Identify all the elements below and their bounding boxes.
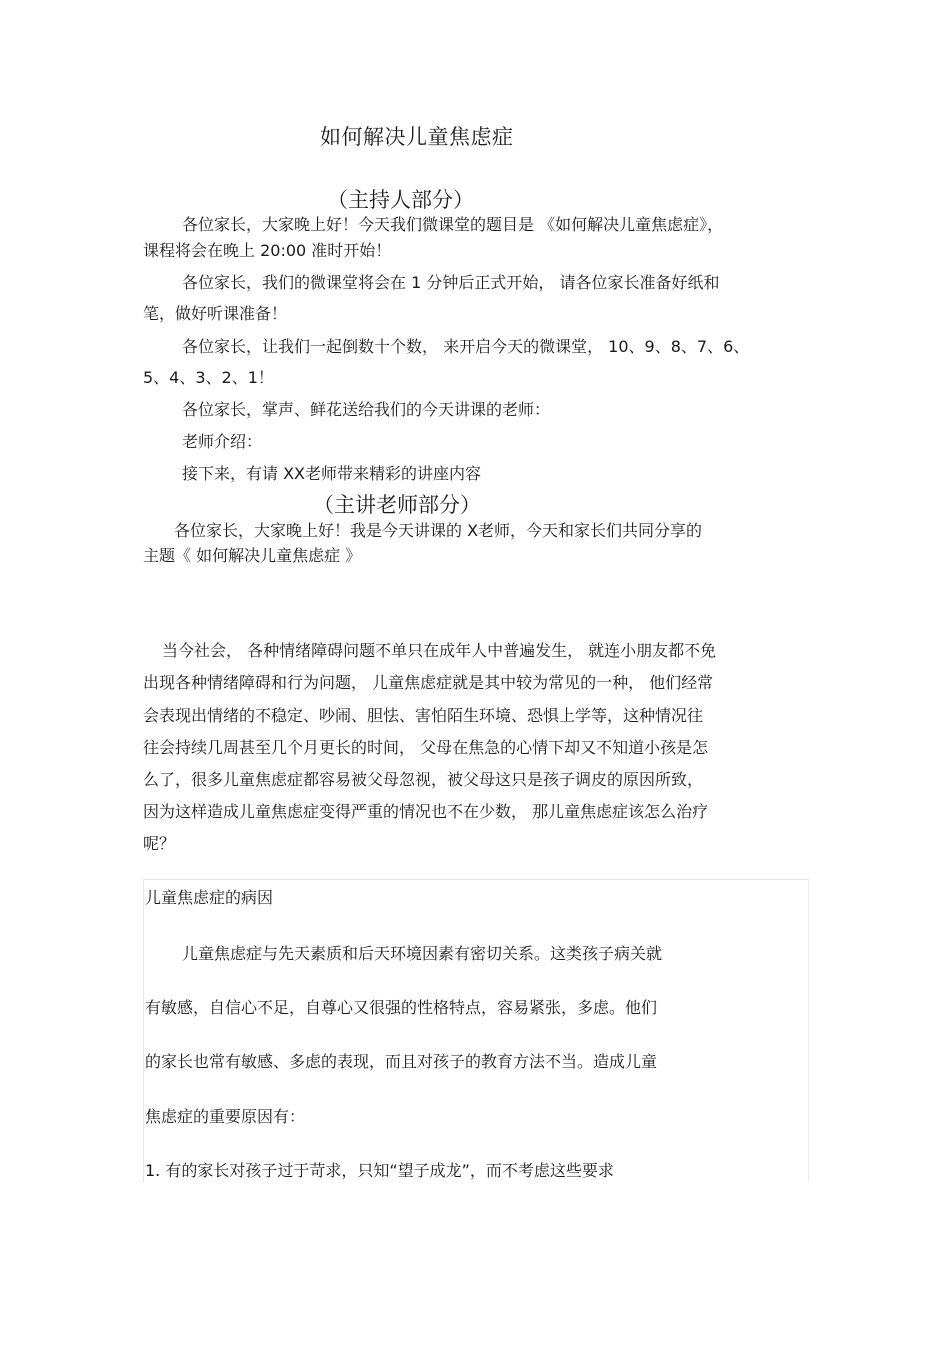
body-line-3: 会表现出情绪的不稳定、吵闹、胆怯、害怕陌生环境、恐惧上学等，这种情况往 (143, 706, 704, 725)
cause-line-2: 有敏感，自信心不足，自尊心又很强的性格特点，容易紧张，多虑。他们 (145, 998, 658, 1017)
host-line-5: 各位家长，让我们一起倒数十个数， 来开启今天的微课堂， 10、9、8、7、6、 (182, 337, 750, 356)
teacher-section-heading: （主讲老师部分） (313, 493, 481, 517)
body-line-7: 呢？ (143, 834, 176, 853)
cause-line-4: 焦虑症的重要原因有： (145, 1107, 306, 1126)
cause-heading: 儿童焦虑症的病因 (145, 888, 274, 907)
body-line-4: 往会持续几周甚至几个月更长的时间， 父母在焦急的心情下却又不知道小孩是怎 (143, 738, 709, 757)
host-line-3: 各位家长，我们的微课堂将会在 1 分钟后正式开始， 请各位家长准备好纸和 (182, 273, 720, 292)
body-line-2: 出现各种情绪障碍和行为问题， 儿童焦虑症就是其中较为常见的一种， 他们经常 (143, 673, 714, 692)
document-title: 如何解决儿童焦虑症 (320, 125, 514, 149)
teacher-line-2: 主题《 如何解决儿童焦虑症 》 (143, 546, 362, 565)
host-line-1: 各位家长，大家晚上好！今天我们微课堂的题目是 《如何解决儿童焦虑症》， (182, 215, 724, 234)
host-line-4: 笔，做好听课准备！ (143, 304, 288, 323)
host-line-7: 各位家长，掌声、鲜花送给我们的今天讲课的老师： (182, 400, 551, 419)
host-line-8: 老师介绍： (182, 432, 263, 451)
cause-line-3: 的家长也常有敏感、多虑的表现，而且对孩子的教育方法不当。造成儿童 (145, 1052, 658, 1071)
cause-line-1: 儿童焦虑症与先天素质和后天环境因素有密切关系。这类孩子病关就 (182, 944, 663, 963)
host-line-9: 接下来，有请 XX老师带来精彩的讲座内容 (182, 464, 482, 483)
host-line-2: 课程将会在晚上 20:00 准时开始！ (143, 241, 392, 260)
body-line-1: 当今社会， 各种情绪障碍问题不单只在成年人中普遍发生， 就连小朋友都不免 (162, 641, 717, 660)
body-line-5: 么了，很多儿童焦虑症都容易被父母忽视，被父母这只是孩子调皮的原因所致， (143, 770, 704, 789)
body-line-6: 因为这样造成儿童焦虑症变得严重的情况也不在少数， 那儿童焦虑症该怎么治疗 (143, 802, 709, 821)
host-section-heading: （主持人部分） (327, 188, 474, 212)
host-line-6: 5、4、3、2、1！ (143, 368, 274, 387)
teacher-line-1: 各位家长，大家晚上好！我是今天讲课的 X老师，今天和家长们共同分享的 (174, 521, 703, 540)
cause-line-5: 1. 有的家长对孩子过于苛求，只知“望子成龙”，而不考虑这些要求 (145, 1161, 614, 1180)
cause-box (143, 879, 809, 1182)
